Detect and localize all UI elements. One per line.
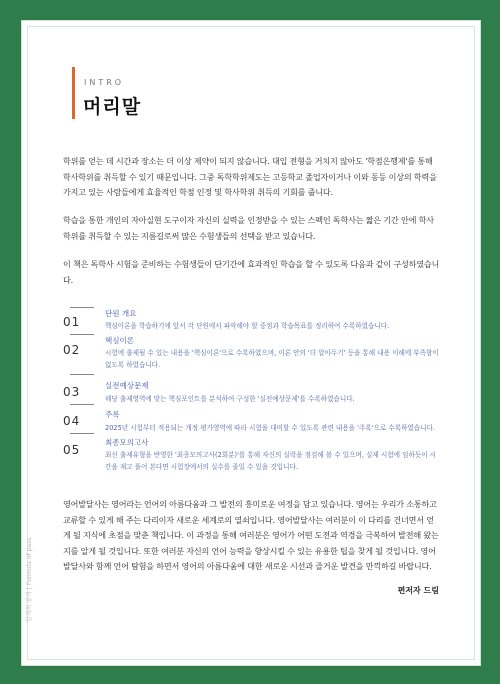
item-number: 01: [63, 315, 81, 329]
item-number: 03: [63, 385, 81, 399]
signature: 편저자 드림: [397, 586, 439, 595]
divider: [70, 334, 94, 335]
item-description: 시험에 출제될 수 있는 내용을 '핵심이론'으로 수록하였으며, 이론 안의 '더 알아두기' 등을 통해 내용 이해에 부족함이 없도록 하였습니다.: [105, 349, 439, 369]
divider: [70, 307, 94, 308]
item-heading: 핵심이론: [105, 336, 134, 345]
paragraph-4: 영어발달사는 영어라는 언어의 아름다움과 그 발전의 흥미로운 여정을 담고 있습니다. 영어는 우리가 소통하고 교류할 수 있게 해 주는 다리이자 새로운 세계로의 열쇠입니다. 영어발달사는 여러분이 이 다리를 건너면서 얻게 될 지식에 초점을 맞춘 책입니다. 이 과정을 통해 여러분은 영어가 어떤 도전과 역경을 극복하여 발전해 왔는지를 알게 될 것입니다. 또한 여러분 자신의 언어 능력을 향상시킬 수 있는 유용한 팁을 찾게 될 것입니다. 영어 발달사와 함께 언어 탐험을 하면서 영어의 아름다움에 대한 새로운 시선과 즐거운 발견을 만끽하길 바랍니다.: [63, 499, 439, 571]
item-heading: 실전예상문제: [105, 381, 149, 390]
side-watermark-text: 합격의 공식 | Formula of pass: [26, 537, 33, 622]
page-title: 머리말: [83, 96, 142, 118]
item-heading: 단원 개요: [105, 309, 137, 318]
divider: [70, 404, 94, 405]
divider: [70, 374, 94, 375]
item-description: 핵심이론을 학습하기에 앞서 각 단원에서 파악해야 할 중점과 학습목표를 정리하여 수록하였습니다.: [105, 322, 390, 330]
item-description: 최신 출제유형을 반영한 '최종모의고사(2회분)'를 통해 자신의 실력을 점검해 볼 수 있으며, 실제 시험에 임하듯이 시간을 재고 풀어 본다면 시험장에서의 실수를 줄일 수 있을 것입니다.: [105, 451, 437, 471]
item-number: 04: [63, 414, 81, 428]
divider: [70, 433, 94, 434]
paragraph-1: 학위를 얻는 데 시간과 장소는 더 이상 제약이 되지 않습니다. 대입 전형을 거치지 않아도 '학점은행제'를 통해 학사학위를 취득할 수 있기 때문입니다. 그중 독학학위제도는 고등학교 졸업자이거나 이와 동등 이상의 학력을 가지고 있는 사람들에게 효율적인 학점 인정 및 학사학위 취득의 기회를 줍니다.: [63, 156, 437, 197]
item-number: 05: [63, 443, 81, 457]
intro-label: INTRO: [84, 78, 125, 87]
paragraph-2: 학습을 통한 개인의 자아실현 도구이자 자신의 실력을 인정받을 수 있는 스펙인 독학사는 짧은 기간 안에 학사학위를 취득할 수 있는 지름길로써 많은 수험생들의 선택을 받고 있습니다.: [63, 215, 434, 241]
accent-bar: [72, 67, 75, 119]
item-heading: 최종모의고사: [105, 438, 149, 447]
paragraph-3: 이 책은 독학사 시험을 준비하는 수험생들이 단기간에 효과적인 학습을 할 수 있도록 다음과 같이 구성하였습니다.: [63, 259, 440, 285]
item-heading: 주록: [105, 410, 120, 419]
item-description: 2025년 시험부터 적용되는 개정 평가영역에 따라 시험을 대비할 수 있도록 관련 내용을 '주록'으로 수록하였습니다.: [105, 424, 436, 432]
item-description: 해당 출제영역에 맞는 핵심포인트를 분석하여 구성한 '실전예상문제'를 수록하였습니다.: [105, 395, 355, 403]
item-number: 02: [63, 343, 81, 357]
